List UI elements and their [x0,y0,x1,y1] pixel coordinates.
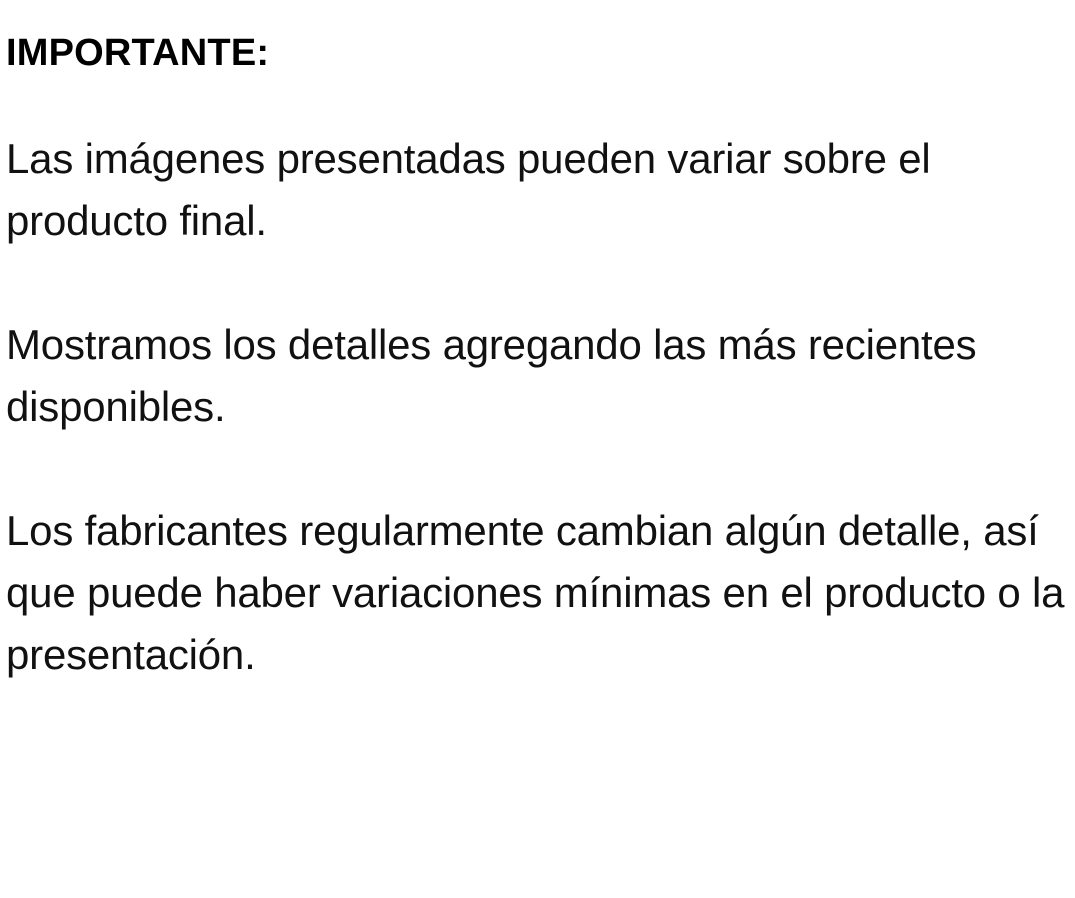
notice-heading: IMPORTANTE: [6,32,270,74]
notice-paragraph-3: Los fabricantes regularmente cambian algún detalle, así que puede haber variaciones mínimas en el producto o la presentación. [6,507,1065,679]
notice-paragraph-2: Mostramos los detalles agregando las más recientes disponibles. [6,320,977,430]
notice-paragraph-1: Las imágenes presentadas pueden variar sobre el producto final. [6,134,931,244]
